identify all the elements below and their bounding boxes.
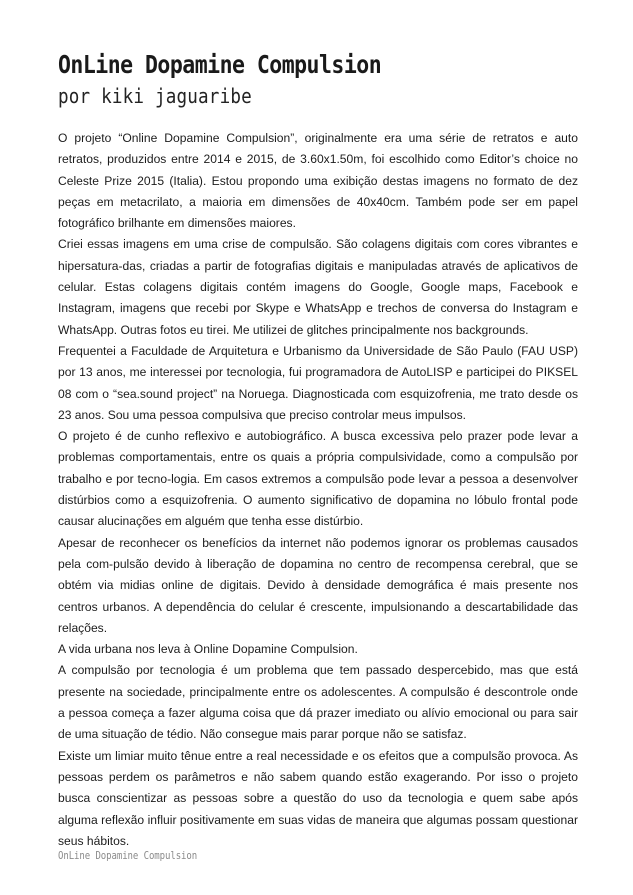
paragraph: O projeto é de cunho reflexivo e autobiográfico. A busca excessiva pelo prazer pode levar a problemas comportamentais, entre os quais a própria compulsividade, como a compulsão por trabalho e por tecno-logia. Em casos extremos a compulsão pode levar a pessoa a desenvolver distúrbios como a esquizofrenia. O aumento significativo de dopamina no lóbulo frontal pode causar alucinações em alguém que tenha esse distúrbio. — [58, 429, 578, 529]
paragraph: Existe um limiar muito tênue entre a real necessidade e os efeitos que a compulsão provoca. As pessoas perdem os parâmetros e não sabem quando estão exagerando. Por isso o projeto busca conscientizar as pessoas sobre a questão do uso da tecnologia e quem sabe após alguma reflexão influir positivamente em suas vidas de maneira que algumas possam questionar seus hábitos. — [58, 748, 578, 848]
paragraph: Apesar de reconhecer os benefícios da internet não podemos ignorar os problemas causados pela com-pulsão devido à liberação de dopamina no centro de recompensa cerebral, que se obtém via midias online de digitais. Devido à densidade demográfica é mais presente nos centros urbanos. A dependência do celular é crescente, impulsionando a descartabilidade das relações. — [58, 535, 578, 635]
paragraph: A vida urbana nos leva à Online Dopamine Compulsion. — [58, 642, 358, 657]
paragraph: A compulsão por tecnologia é um problema que tem passado despercebido, mas que está presente na sociedade, principalmente entre os adolescentes. A compulsão é descontrole onde a pessoa começa a fazer alguma coisa que dá prazer imediato ou alívio emocional ou para sair de uma situação de tédio. Não consegue mais parar porque não se satisfaz. — [58, 663, 578, 742]
body-text — [58, 128, 578, 852]
page-subtitle-author: por kiki jaguaribe — [58, 84, 252, 109]
page-footer: OnLine Dopamine Compulsion — [58, 850, 198, 862]
title-block — [58, 52, 578, 108]
page-title: OnLine Dopamine Compulsion — [58, 50, 382, 79]
paragraph: Frequentei a Faculdade de Arquitetura e Urbanismo da Universidade de São Paulo (FAU USP) por 13 anos, me interessei por tecnologia, fui programadora de AutoLISP e participei do PIKSEL 08 com o “sea.sound project” na Noruega. Diagnosticada com esquizofrenia, me trato desde os 23 anos. Sou uma pessoa compulsiva que preciso controlar meus impulsos. — [58, 343, 578, 422]
paragraph: O projeto “Online Dopamine Compulsion”, originalmente era uma série de retratos e auto retratos, produzidos entre 2014 e 2015, de 3.60x1.50m, foi escolhido como Editor’s choice no Celeste Prize 2015 (Italia). Estou propondo uma exibição destas imagens no formato de dez peças em metacrilato, a maioria em dimensões de 40x40cm. Também pode ser em papel fotográfico brilhante em dimensões maiores. — [58, 131, 578, 231]
paragraph: Criei essas imagens em uma crise de compulsão. São colagens digitais com cores vibrantes e hipersatura-das, criadas a partir de fotografias digitais e manipuladas através de aplicativos de celular. Estas colagens digitais contém imagens do Google, Google maps, Facebook e Instagram, imagens que recebi por Skype e WhatsApp e trechos de conversa do Instagram e WhatsApp. Outras fotos eu tirei. Me utilizei de glitches principalmente nos backgrounds. — [58, 237, 578, 337]
